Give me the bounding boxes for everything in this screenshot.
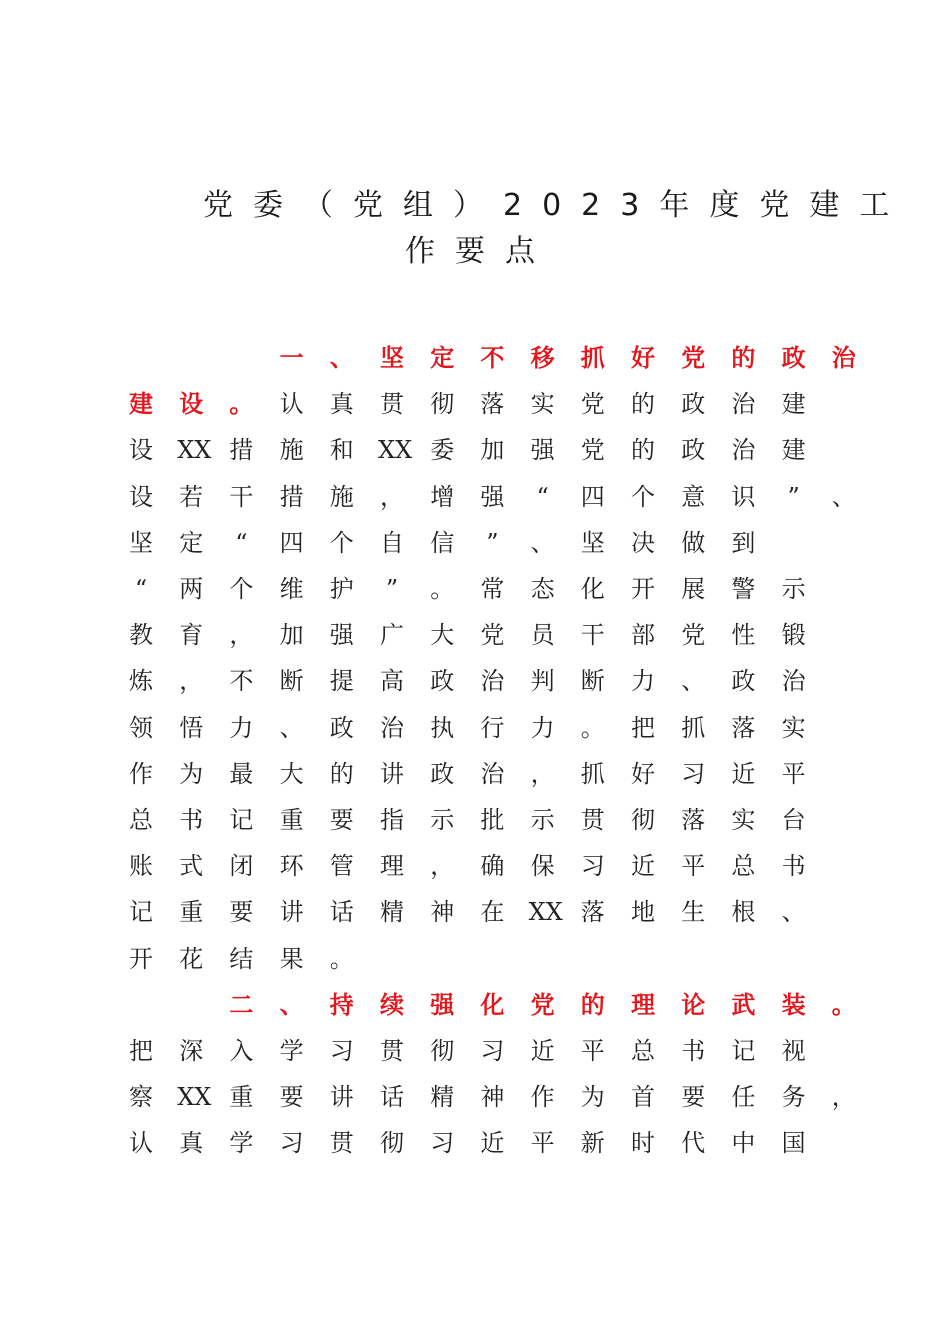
body-char: 总	[631, 1037, 655, 1065]
body-char: 近	[731, 759, 756, 788]
body-line	[128, 710, 848, 746]
body-line	[128, 941, 848, 977]
body-char: 话	[329, 898, 354, 927]
body-char: 习	[681, 759, 706, 788]
body-char: 若	[179, 482, 204, 511]
body-char: 确	[480, 852, 505, 881]
body-char: 。	[430, 575, 455, 603]
body-char: 入	[229, 1037, 254, 1065]
heading-char: 设	[179, 390, 204, 419]
body-char: 不	[229, 667, 254, 696]
body-char: 话	[380, 1083, 404, 1112]
body-char: 建	[781, 436, 806, 465]
heading-char: 武	[731, 990, 756, 1019]
body-char: 书	[179, 806, 204, 834]
body-char: 中	[731, 1129, 756, 1158]
body-char: 、	[831, 482, 856, 511]
body-line	[128, 1079, 856, 1115]
body-char: 性	[731, 621, 756, 650]
body-line	[128, 571, 848, 607]
body-char: 神	[430, 898, 455, 927]
body-char: 彻	[631, 806, 655, 834]
heading-char: 移	[530, 344, 555, 372]
body-char: 自	[380, 528, 404, 557]
body-char: 认	[129, 1129, 153, 1158]
body-char: 近	[631, 852, 655, 881]
body-char: 习	[480, 1037, 505, 1065]
body-char: 讲	[380, 759, 404, 788]
heading-char: 建	[129, 390, 153, 419]
body-char: 个	[329, 528, 354, 557]
heading-char: 的	[580, 990, 605, 1019]
body-char: 坚	[580, 528, 605, 557]
body-line	[128, 525, 848, 561]
body-char: 抓	[580, 759, 605, 788]
body-char: XX	[177, 1083, 212, 1112]
body-char: 彻	[430, 1037, 455, 1065]
body-char: 讲	[279, 898, 304, 927]
body-char: 化	[580, 575, 605, 603]
body-char: 委	[430, 436, 455, 465]
body-char: 平	[580, 1037, 605, 1065]
body-char: 记	[229, 806, 254, 834]
body-char: 治	[480, 667, 505, 696]
body-char: 落	[480, 390, 505, 419]
body-char: 彻	[430, 390, 455, 419]
body-char: 重	[279, 806, 304, 834]
body-char: 个	[229, 575, 254, 603]
body-char: 务	[781, 1083, 806, 1112]
body-char: ，	[430, 852, 455, 881]
body-line	[128, 663, 848, 699]
body-char: 党	[580, 436, 605, 465]
body-char: 信	[430, 528, 455, 557]
heading-char: 论	[681, 990, 706, 1019]
body-char: 维	[279, 575, 304, 603]
body-char: 落	[580, 898, 605, 927]
body-char: 的	[329, 759, 354, 788]
heading-char: 抓	[580, 344, 605, 372]
body-char: 护	[329, 575, 354, 603]
body-char: 要	[681, 1083, 706, 1112]
body-char: 抓	[681, 713, 706, 742]
body-char: 总	[731, 852, 756, 881]
body-char: 力	[229, 713, 254, 742]
body-char: 两	[179, 575, 204, 603]
heading-char: 政	[781, 344, 806, 372]
heading-char: 、	[329, 344, 354, 372]
body-char: 要	[329, 806, 354, 834]
body-line	[128, 479, 856, 515]
body-char: 教	[129, 621, 153, 650]
body-char: 平	[681, 852, 706, 881]
body-char: 精	[430, 1083, 455, 1112]
body-char: 四	[580, 482, 605, 511]
body-char: 为	[580, 1083, 605, 1112]
body-char: 高	[380, 667, 404, 696]
body-char: 果	[279, 944, 304, 973]
body-char: 环	[279, 852, 304, 881]
body-char: 视	[781, 1037, 806, 1065]
body-char: 保	[530, 852, 555, 881]
heading-char: 强	[430, 990, 455, 1019]
body-char: “	[235, 528, 248, 557]
body-char: 落	[731, 713, 756, 742]
body-char: 账	[129, 852, 153, 881]
body-char: 常	[480, 575, 505, 603]
body-char: ”	[385, 575, 399, 603]
body-char: 、	[681, 667, 706, 696]
body-char: 好	[631, 759, 655, 788]
body-char: 近	[530, 1037, 555, 1065]
body-char: 理	[380, 852, 404, 881]
heading-char: 定	[430, 344, 455, 372]
body-char: 认	[279, 390, 304, 419]
body-char: 批	[480, 806, 505, 834]
body-line	[128, 432, 848, 468]
body-char: ，	[179, 667, 204, 696]
body-char: 员	[530, 621, 555, 650]
body-char: 开	[631, 575, 655, 603]
heading-char: 一	[279, 344, 304, 372]
body-char: 平	[781, 759, 806, 788]
body-char: 要	[229, 898, 254, 927]
body-char: 实	[530, 390, 555, 419]
body-char: 锻	[781, 621, 806, 650]
body-char: 施	[329, 482, 354, 511]
body-char: 台	[781, 806, 806, 834]
body-char: 到	[731, 528, 756, 557]
body-char: 习	[279, 1129, 304, 1158]
body-char: 意	[681, 482, 706, 511]
body-char: 贯	[380, 1037, 404, 1065]
body-char: 彻	[380, 1129, 404, 1158]
body-char: 识	[731, 482, 756, 511]
body-char: 党	[681, 621, 706, 650]
heading-char: 装	[781, 990, 806, 1019]
body-char: XX	[177, 436, 212, 465]
body-char: “	[134, 575, 148, 603]
body-char: 断	[279, 667, 304, 696]
body-char: 总	[129, 806, 153, 834]
body-char: 的	[631, 436, 655, 465]
body-char: 生	[681, 898, 706, 927]
body-char: 政	[430, 667, 455, 696]
body-char: 加	[480, 436, 505, 465]
body-char: 措	[279, 482, 304, 511]
body-char: 施	[279, 436, 304, 465]
body-char: 示	[430, 806, 455, 834]
body-char: 领	[129, 713, 153, 742]
body-char: 强	[480, 482, 505, 511]
body-char: 干	[229, 482, 254, 511]
body-line	[128, 1033, 848, 1069]
body-char: 书	[781, 852, 806, 881]
body-char: 把	[129, 1037, 153, 1065]
body-char: 做	[681, 528, 706, 557]
body-char: 定	[179, 528, 204, 557]
body-char: 和	[329, 436, 354, 465]
body-char: 代	[681, 1129, 706, 1158]
heading-char: 二	[229, 990, 254, 1019]
body-char: 力	[631, 667, 655, 696]
body-char: 措	[229, 436, 254, 465]
body-char: 要	[279, 1083, 304, 1112]
body-char: 行	[480, 713, 505, 742]
body-char: 真	[179, 1129, 204, 1158]
body-char: 政	[681, 436, 706, 465]
body-char: 悟	[179, 713, 204, 742]
body-char: 政	[731, 667, 756, 696]
heading-char: 、	[279, 990, 304, 1019]
body-char: ，	[229, 621, 254, 650]
document-title-line-2: 作要点	[405, 234, 555, 269]
body-char: 治	[731, 390, 756, 419]
body-char: 作	[129, 759, 153, 788]
heading-char: 的	[731, 344, 756, 372]
body-char: 实	[731, 806, 756, 834]
body-char: 时	[631, 1129, 655, 1158]
body-char: 记	[129, 898, 153, 927]
body-char: 政	[329, 713, 354, 742]
body-char: 习	[580, 852, 605, 881]
body-char: 提	[329, 667, 354, 696]
body-line	[128, 386, 848, 422]
body-char: 贯	[580, 806, 605, 834]
body-char: 把	[631, 713, 655, 742]
body-char: 警	[731, 575, 756, 603]
body-char: 炼	[129, 667, 153, 696]
body-char: 大	[430, 621, 455, 650]
body-char: 学	[229, 1129, 254, 1158]
body-char: 力	[530, 713, 555, 742]
body-char: 坚	[129, 528, 153, 557]
body-char: ，	[530, 759, 555, 788]
body-char: 个	[631, 482, 655, 511]
heading-char: 。	[831, 990, 856, 1019]
body-char: 干	[580, 621, 605, 650]
body-char: 建	[781, 390, 806, 419]
body-char: 展	[681, 575, 706, 603]
body-char: 示	[781, 575, 806, 603]
body-char: 任	[731, 1083, 756, 1112]
body-char: 结	[229, 944, 254, 973]
body-char: 党	[480, 621, 505, 650]
body-char: 作	[530, 1083, 555, 1112]
heading-char: 续	[380, 990, 404, 1019]
body-char: 断	[580, 667, 605, 696]
body-char: 执	[430, 713, 455, 742]
body-char: 根	[731, 898, 756, 927]
body-char: 花	[179, 944, 204, 973]
body-char: 国	[781, 1129, 806, 1158]
body-char: 增	[430, 482, 455, 511]
body-char: 学	[279, 1037, 304, 1065]
body-char: 、	[279, 713, 304, 742]
body-line	[128, 848, 848, 884]
body-char: 首	[631, 1083, 655, 1112]
document-title-line-1: 党委（党组）2023年度党建工	[203, 188, 910, 223]
body-char: 党	[580, 390, 605, 419]
body-char: 为	[179, 759, 204, 788]
body-char: 四	[279, 528, 304, 557]
heading-char: 。	[229, 390, 254, 419]
body-line	[128, 1125, 848, 1161]
body-char: 真	[329, 390, 354, 419]
body-char: 决	[631, 528, 655, 557]
body-char: 实	[781, 713, 806, 742]
body-char: 神	[480, 1083, 505, 1112]
body-char: 、	[781, 898, 806, 927]
body-char: 记	[731, 1037, 756, 1065]
body-char: ，	[831, 1083, 856, 1112]
body-char: 部	[631, 621, 655, 650]
body-char: 育	[179, 621, 204, 650]
body-char: 态	[530, 575, 555, 603]
body-char: 贯	[380, 390, 404, 419]
body-char: XX	[528, 898, 563, 927]
body-char: 大	[279, 759, 304, 788]
body-char: 加	[279, 621, 304, 650]
heading-char: 不	[480, 344, 505, 372]
heading-char: 治	[831, 344, 856, 372]
body-char: 政	[681, 390, 706, 419]
body-char: 深	[179, 1037, 204, 1065]
body-char: 察	[129, 1083, 153, 1112]
body-char: 治	[731, 436, 756, 465]
body-char: 重	[229, 1083, 254, 1112]
body-char: 广	[380, 621, 404, 650]
heading-char: 好	[631, 344, 655, 372]
body-char: 政	[430, 759, 455, 788]
heading-char: 理	[631, 990, 655, 1019]
heading-char: 党	[681, 344, 706, 372]
body-char: 。	[329, 944, 354, 973]
body-char: 近	[480, 1129, 505, 1158]
body-char: 在	[480, 898, 505, 927]
body-char: 治	[480, 759, 505, 788]
body-char: 地	[631, 898, 655, 927]
body-char: 强	[530, 436, 555, 465]
body-char: 最	[229, 759, 254, 788]
body-char: 精	[380, 898, 404, 927]
body-char: ，	[380, 482, 404, 511]
body-char: 习	[430, 1129, 455, 1158]
body-char: 示	[530, 806, 555, 834]
body-line	[128, 987, 856, 1023]
body-char: 新	[580, 1129, 605, 1158]
body-char: 。	[580, 713, 605, 742]
body-char: 、	[530, 528, 555, 557]
body-char: 治	[380, 713, 404, 742]
body-char: ”	[787, 482, 800, 511]
body-char: 判	[530, 667, 555, 696]
body-line	[128, 894, 848, 930]
body-char: 强	[329, 621, 354, 650]
heading-char: 党	[530, 990, 555, 1019]
body-char: ”	[486, 528, 499, 557]
body-char: 贯	[329, 1129, 354, 1158]
body-char: 闭	[229, 852, 254, 881]
body-char: 书	[681, 1037, 706, 1065]
body-char: “	[536, 482, 549, 511]
body-char: 讲	[329, 1083, 354, 1112]
body-char: 式	[179, 852, 204, 881]
body-char: 平	[530, 1129, 555, 1158]
heading-char: 化	[480, 990, 505, 1019]
body-char: 治	[781, 667, 806, 696]
body-line	[128, 617, 848, 653]
body-char: 落	[681, 806, 706, 834]
body-char: 开	[129, 944, 153, 973]
body-line	[128, 756, 848, 792]
body-char: 设	[129, 436, 153, 465]
heading-char: 坚	[380, 344, 404, 372]
body-char: 指	[380, 806, 404, 834]
body-char: 管	[329, 852, 354, 881]
heading-char: 持	[329, 990, 354, 1019]
body-char: 设	[129, 482, 153, 511]
body-char: 的	[631, 390, 655, 419]
body-line	[128, 340, 856, 376]
body-char: 习	[329, 1037, 354, 1065]
body-char: XX	[378, 436, 413, 465]
body-char: 重	[179, 898, 204, 927]
body-line	[128, 802, 848, 838]
